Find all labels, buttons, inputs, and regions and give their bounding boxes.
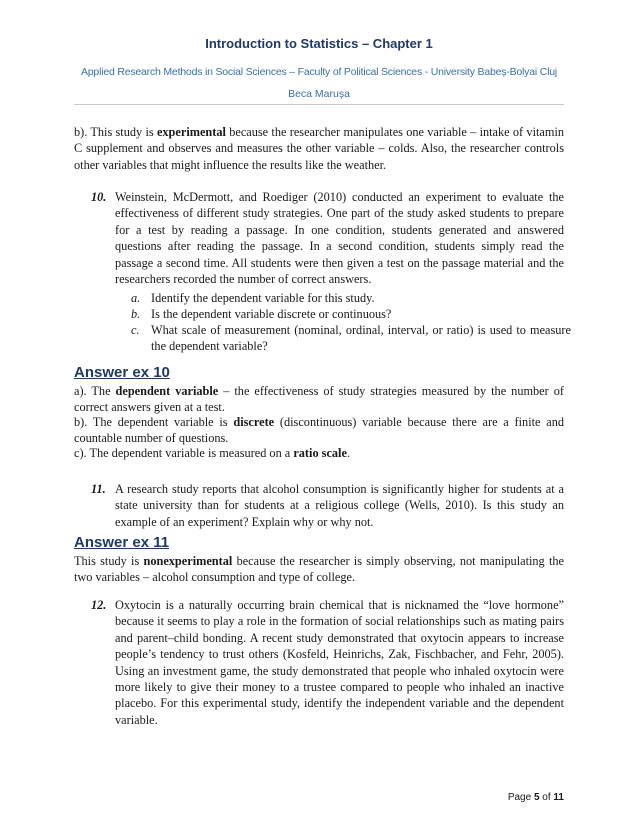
question-10-text: Weinstein, McDermott, and Roediger (2010) conducted an experiment to evaluate the effectiveness of different study strategies. One part of the study asked students to prepare for a test by reading a passage. In one condition, students generated and answered questions after reading the passage. In a second condition, students simply read the passage a second time. All students were then given a test on the passage material and the researchers recorded the number of correct answers.: [115, 190, 564, 287]
answer-11-rest: because the researcher is simply observing, not manipulating the two variables – alcohol consumption and type of college.: [74, 554, 564, 585]
answer-10-b-rest: (discontinuous) variable because there are a finite and countable number of questions.: [74, 415, 564, 445]
answer-10-c-rest: .: [346, 446, 351, 461]
question-11: [91, 481, 564, 530]
answer-11-body: [74, 553, 564, 586]
answer-10-c: [74, 446, 564, 462]
footer-page-word: Page: [507, 792, 534, 803]
answer-9b-bold: experimental: [156, 125, 226, 139]
question-11-number: 11.: [91, 482, 106, 496]
answer-10-b-bold: discrete: [233, 415, 275, 430]
footer-of-word: of: [539, 792, 554, 803]
answer-9b-prefix: b). This study is: [74, 125, 157, 139]
answer-10-b-prefix: b). The dependent variable is: [74, 415, 234, 430]
question-10-number: 10.: [91, 190, 107, 204]
answer-11-heading: Answer ex 11: [74, 534, 170, 551]
answer-10-body: [74, 384, 564, 462]
answer-9b-paragraph: [74, 124, 564, 173]
answer-10-c-prefix: c). The dependent variable is measured on a: [74, 446, 294, 461]
answer-10-a: [74, 384, 564, 415]
header-title: Introduction to Statistics – Chapter 1: [205, 36, 433, 51]
footer-total-pages: 11: [553, 792, 564, 803]
item-text: What scale of measurement (nominal, ordinal, interval, or ratio) is used to measure the dependent variable?: [151, 323, 571, 354]
question-12: [91, 597, 564, 728]
header-subtitle: Applied Research Methods in Social Sciences – Faculty of Political Sciences - University Babeș-Bolyai Cluj: [80, 66, 558, 78]
footer-page-number: 5: [533, 792, 540, 803]
answer-10-heading: Answer ex 10: [74, 364, 170, 381]
item-label: b.: [131, 307, 141, 321]
question-12-text: Oxytocin is a naturally occurring brain chemical that is nicknamed the “love hormone” because it seems to play a role in the formation of social relationships such as mating pairs and parent–child bonding. A recent study demonstrated that oxytocin appears to increase people’s tendency to trust others (Kosfeld, Heinrichs, Zak, Fischbacher, and Fehr, 2005). Using an investment game, the study demonstrated that people who inhaled oxytocin were more likely to give their money to a trustee compared to people who inhaled an inactive placebo. For this experimental study, identify the independent variable and the dependent variable.: [115, 598, 564, 727]
item-text: Is the dependent variable discrete or continuous?: [151, 307, 392, 321]
header-author: Beca Marușa: [288, 88, 350, 100]
page-footer: [490, 792, 564, 803]
answer-11-prefix: This study is: [74, 554, 144, 568]
question-12-number: 12.: [91, 598, 107, 612]
answer-10-a-rest: – the effectiveness of study strategies measured by the number of correct answers given at a test.: [74, 384, 564, 414]
answer-10-a-bold: dependent variable: [115, 384, 219, 398]
answer-9b-rest: because the researcher manipulates one variable – intake of vitamin C supplement and observes and measures the other variable – colds. Also, the researcher controls other variables that might influence the results like the weather.: [74, 125, 565, 172]
answer-11-bold: nonexperimental: [143, 554, 233, 568]
answer-10-a-prefix: a). The: [74, 384, 116, 398]
item-label: a.: [131, 291, 141, 305]
item-text: Identify the dependent variable for this study.: [151, 291, 375, 305]
question-11-text: A research study reports that alcohol consumption is significantly higher for students at a state university than for students at a religious college (Wells, 2010). Is this study an example of an experiment? Explain why or why not.: [115, 482, 564, 529]
answer-10-b: [74, 415, 564, 446]
item-label: c.: [131, 323, 140, 337]
header-divider: [74, 104, 564, 105]
question-10: [91, 189, 564, 287]
answer-10-c-bold: ratio scale: [293, 446, 347, 461]
